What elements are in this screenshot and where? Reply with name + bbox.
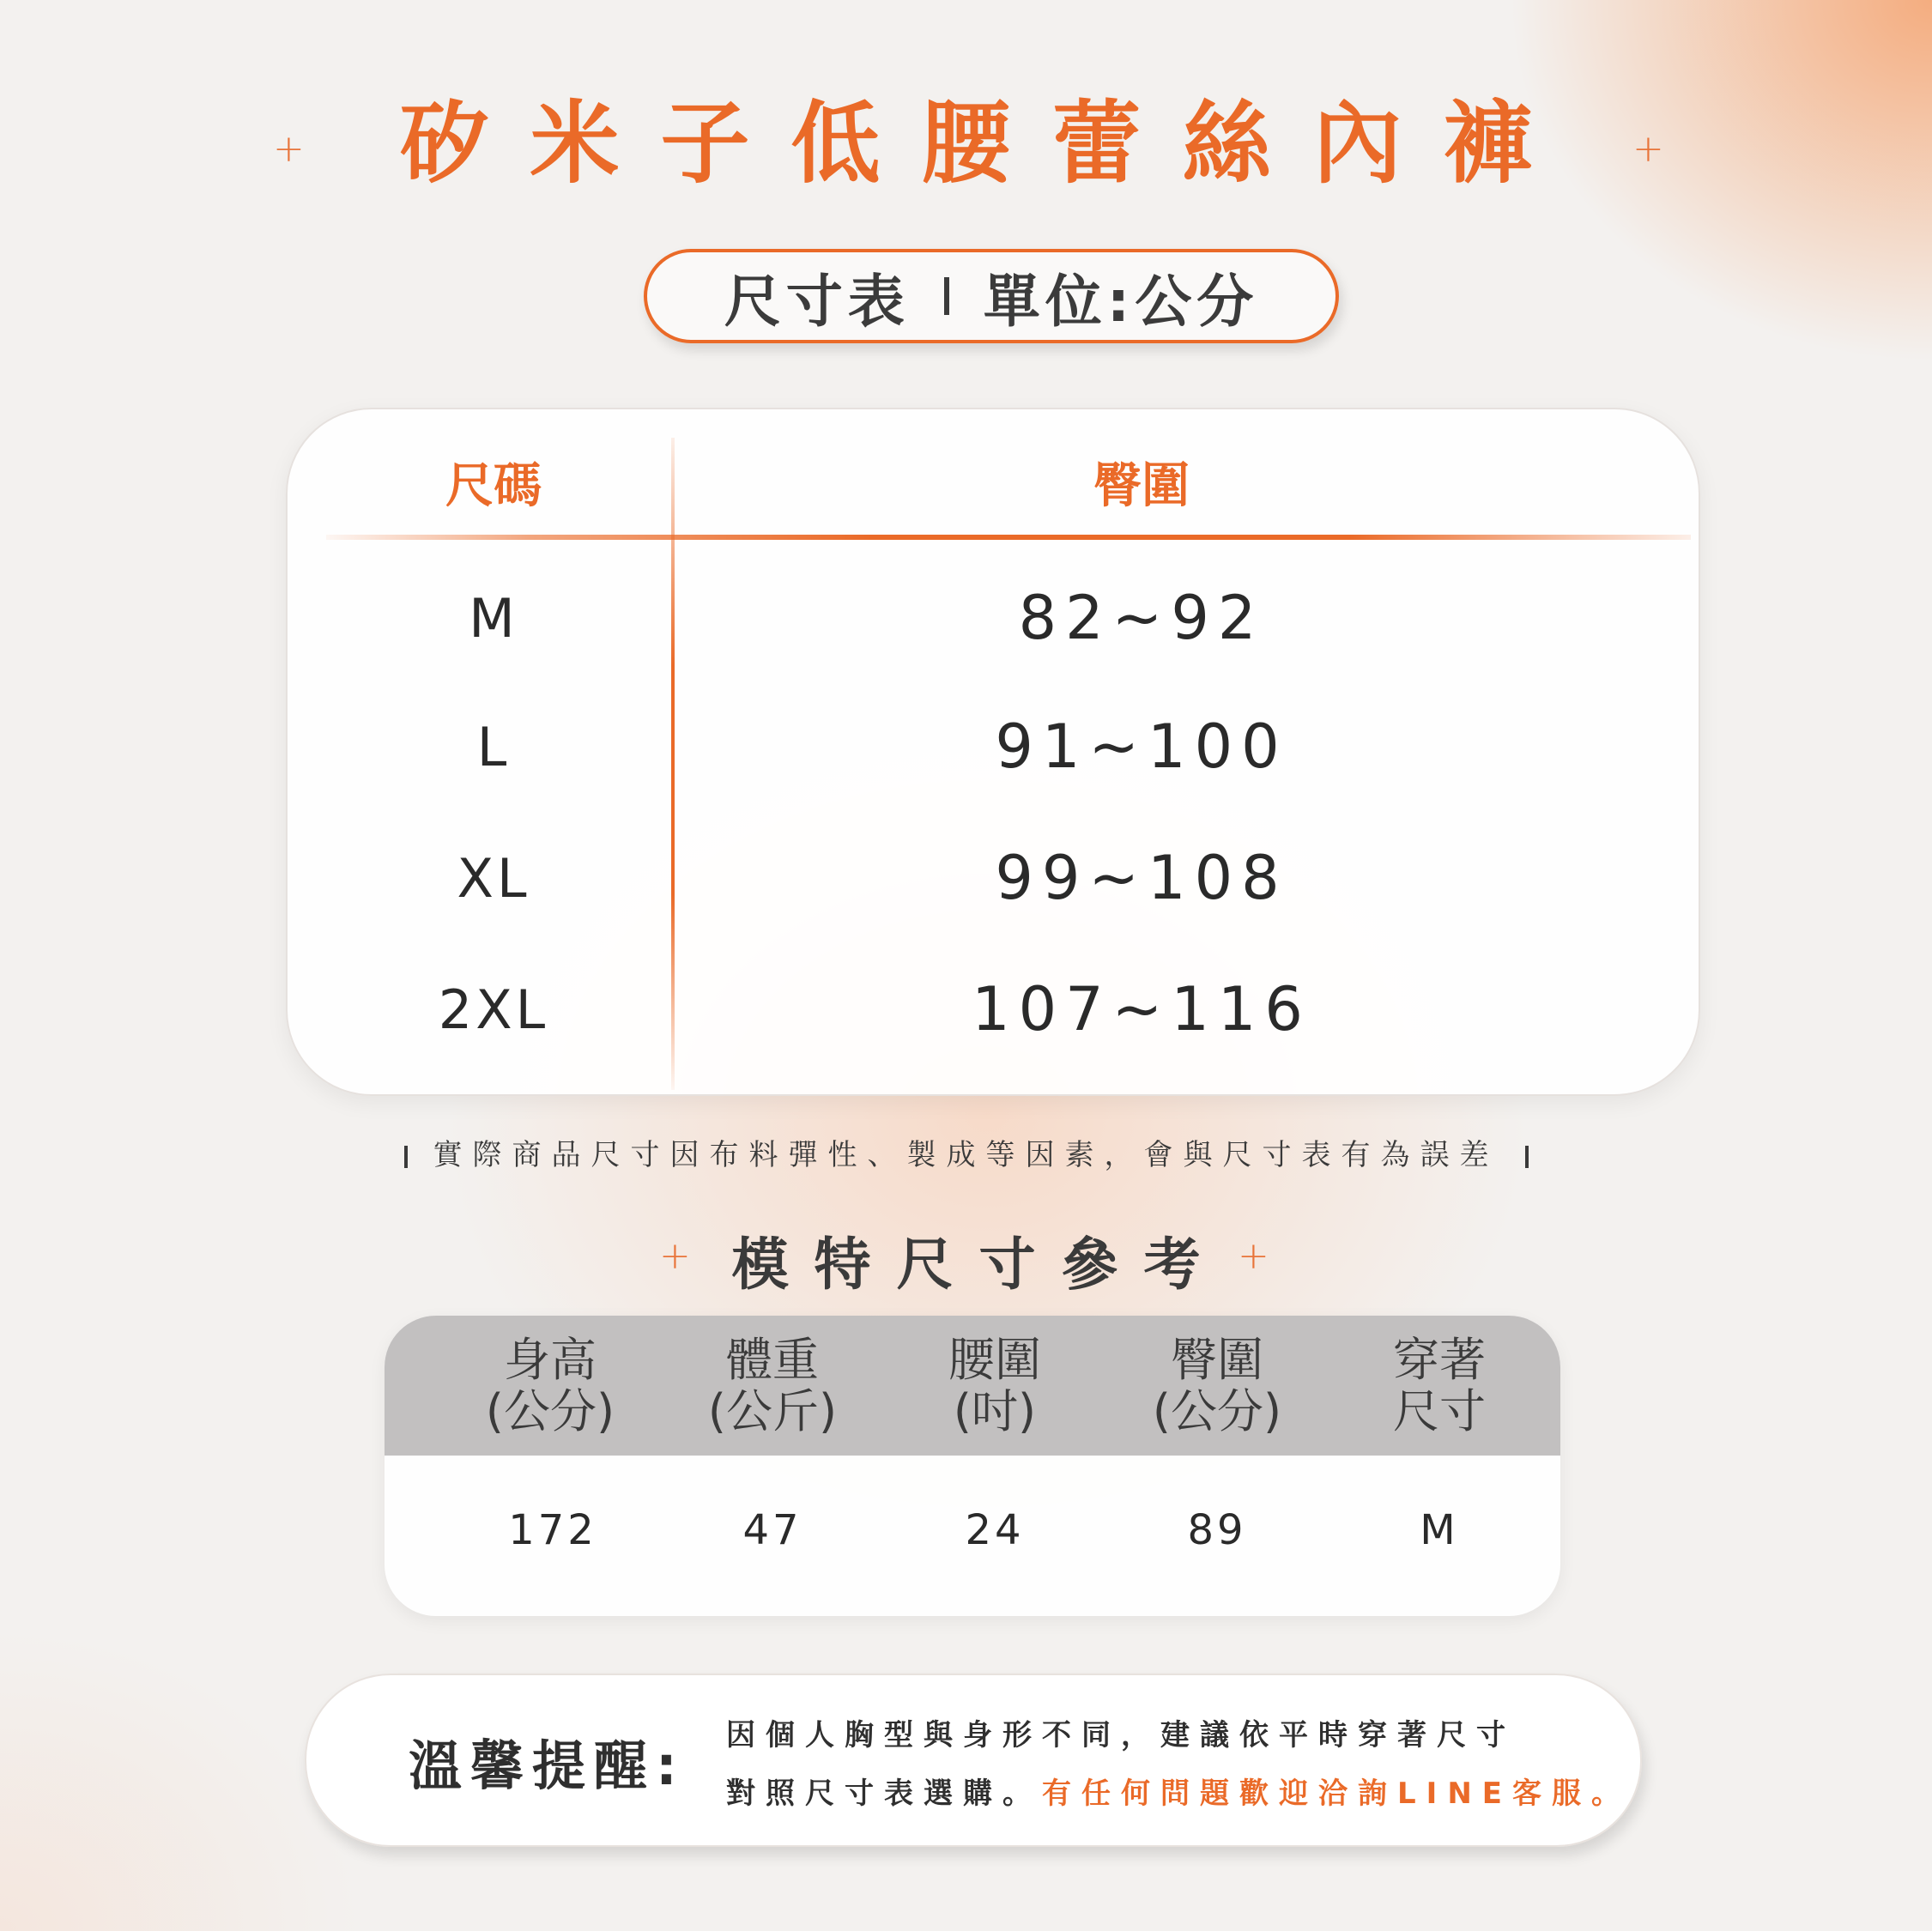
model-value-worn-size: M [1420, 1506, 1459, 1554]
model-value-weight: 47 [742, 1506, 802, 1554]
hip-cell: 91~100 [995, 711, 1288, 782]
model-header-waist: 腰圍 (吋) [948, 1333, 1041, 1438]
model-header-hip: 臀圍 (公分) [1152, 1333, 1282, 1438]
tip-line-2 [726, 1770, 1631, 1812]
note-text: 實際商品尺寸因布料彈性、製成等因素，會與尺寸表有為誤差 [433, 1138, 1499, 1172]
model-header-worn-size: 穿著 尺寸 [1393, 1333, 1486, 1438]
hip-cell: 107~116 [972, 974, 1311, 1044]
plus-icon: + [659, 1234, 691, 1278]
size-cell: L [476, 716, 511, 778]
divider [1525, 1146, 1529, 1168]
plus-icon: + [1632, 127, 1664, 171]
model-header-height: 身高 (公分) [485, 1333, 615, 1438]
size-column-header: 尺碼 [445, 458, 542, 514]
model-header-weight: 體重 (公斤) [707, 1333, 838, 1438]
page-title: 矽米子低腰蕾絲內褲 [399, 91, 1574, 196]
hip-cell: 82~92 [1018, 583, 1265, 653]
unit-label: 單位:公分 [983, 268, 1259, 335]
size-cell: 2XL [438, 978, 549, 1041]
plus-icon: + [273, 127, 305, 171]
header-divider [326, 535, 1691, 540]
model-value-height: 172 [508, 1506, 597, 1554]
tip-contact-text: 有任何問題歡迎洽詢LINE客服。 [1042, 1777, 1631, 1811]
size-chart-unit-badge [644, 249, 1339, 343]
size-cell: M [469, 587, 518, 650]
divider [944, 277, 949, 315]
divider [404, 1146, 408, 1168]
tip-line-1: 因個人胸型與身形不同，建議依平時穿著尺寸 [726, 1718, 1516, 1752]
hip-column-header: 臀圍 [1093, 458, 1190, 514]
model-value-hip: 89 [1187, 1506, 1247, 1554]
model-value-waist: 24 [965, 1506, 1025, 1554]
plus-icon: + [1238, 1234, 1269, 1278]
size-chart-label: 尺寸表 [724, 268, 910, 335]
size-cell: XL [457, 847, 530, 910]
tip-line-2-text: 對照尺寸表選購。 [726, 1777, 1042, 1811]
measurement-note [0, 1131, 1932, 1173]
hip-cell: 99~108 [995, 843, 1288, 913]
model-section-title: 模特尺寸參考 [731, 1232, 1226, 1298]
model-size-table [385, 1316, 1560, 1616]
tip-label: 溫馨提醒: [409, 1734, 686, 1797]
